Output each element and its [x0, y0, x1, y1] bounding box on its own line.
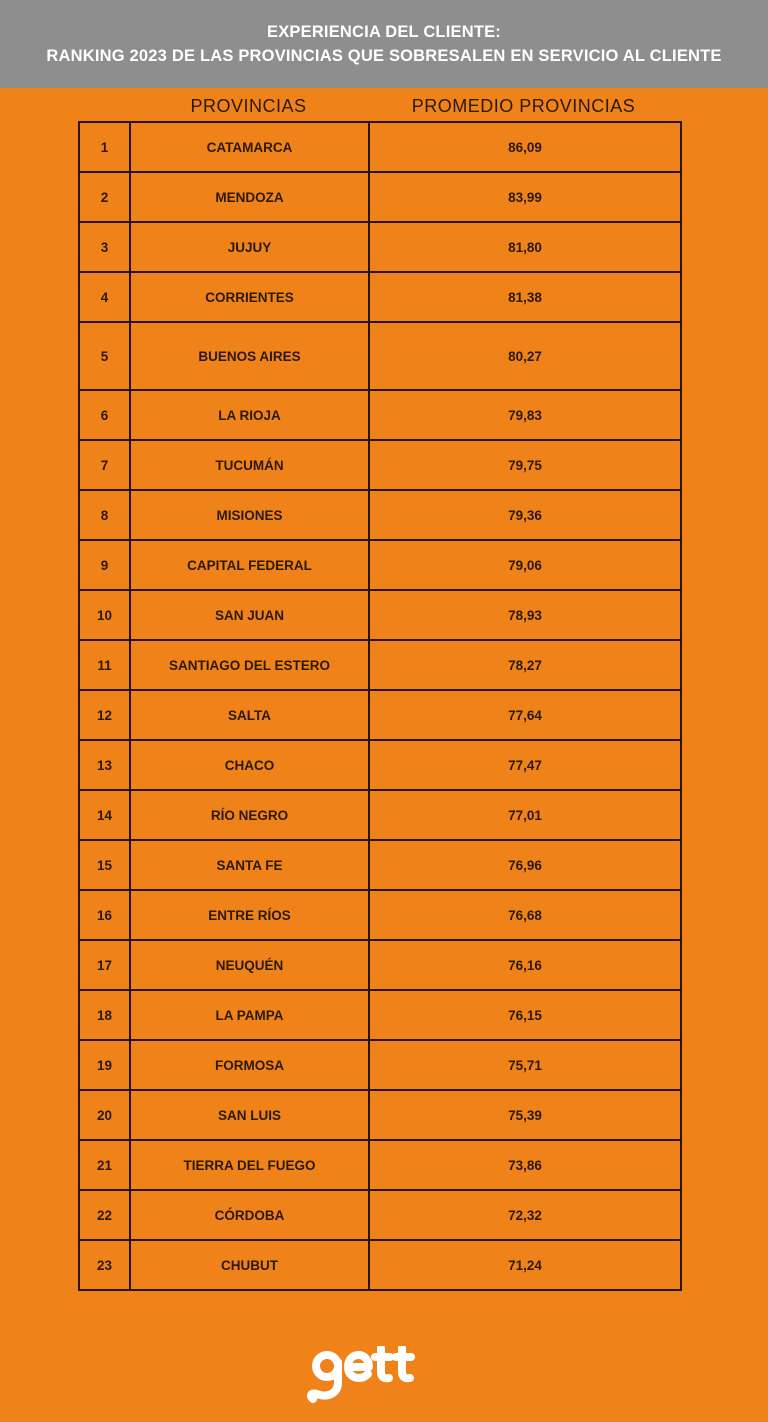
province-cell: CHACO — [130, 740, 369, 790]
table-row — [79, 440, 681, 490]
table-row — [79, 1140, 681, 1190]
score-cell: 76,16 — [369, 940, 681, 990]
province-cell: CAPITAL FEDERAL — [130, 540, 369, 590]
rank-cell: 16 — [79, 890, 130, 940]
header-subtitle: RANKING 2023 DE LAS PROVINCIAS QUE SOBRESALEN EN SERVICIO AL CLIENTE — [46, 47, 722, 65]
rank-cell: 17 — [79, 940, 130, 990]
province-cell: SANTIAGO DEL ESTERO — [130, 640, 369, 690]
province-cell: SANTA FE — [130, 840, 369, 890]
rank-cell: 4 — [79, 272, 130, 322]
score-cell: 76,96 — [369, 840, 681, 890]
score-cell: 80,27 — [369, 322, 681, 390]
score-cell: 78,27 — [369, 640, 681, 690]
rank-cell: 19 — [79, 1040, 130, 1090]
province-cell: CHUBUT — [130, 1240, 369, 1290]
rank-cell: 18 — [79, 990, 130, 1040]
table-row — [79, 490, 681, 540]
gett-logo — [305, 1346, 425, 1406]
rank-cell: 5 — [79, 322, 130, 390]
province-cell: SAN LUIS — [130, 1090, 369, 1140]
province-cell: CÓRDOBA — [130, 1190, 369, 1240]
score-cell: 79,36 — [369, 490, 681, 540]
province-cell: TIERRA DEL FUEGO — [130, 1140, 369, 1190]
province-cell: CATAMARCA — [130, 122, 369, 172]
table-row — [79, 590, 681, 640]
column-header-provincias: PROVINCIAS — [190, 96, 307, 116]
table-row — [79, 740, 681, 790]
province-cell: SALTA — [130, 690, 369, 740]
table-row — [79, 272, 681, 322]
rank-cell: 14 — [79, 790, 130, 840]
table-row — [79, 222, 681, 272]
rank-cell: 21 — [79, 1140, 130, 1190]
score-cell: 78,93 — [369, 590, 681, 640]
province-cell: NEUQUÉN — [130, 940, 369, 990]
rank-cell: 1 — [79, 122, 130, 172]
province-cell: CORRIENTES — [130, 272, 369, 322]
province-cell: ENTRE RÍOS — [130, 890, 369, 940]
table-row — [79, 540, 681, 590]
table-row — [79, 390, 681, 440]
province-cell: FORMOSA — [130, 1040, 369, 1090]
score-cell: 75,71 — [369, 1040, 681, 1090]
table-row — [79, 1090, 681, 1140]
table-row — [79, 690, 681, 740]
table-row — [79, 322, 681, 390]
table-row — [79, 122, 681, 172]
rank-cell: 2 — [79, 172, 130, 222]
rank-cell: 3 — [79, 222, 130, 272]
score-cell: 73,86 — [369, 1140, 681, 1190]
table-row — [79, 1190, 681, 1240]
ranking-table — [78, 121, 682, 1291]
ranking-table-body — [79, 122, 681, 1290]
table-row — [79, 940, 681, 990]
table-row — [79, 1040, 681, 1090]
rank-cell: 12 — [79, 690, 130, 740]
score-cell: 81,80 — [369, 222, 681, 272]
table-row — [79, 1240, 681, 1290]
score-cell: 77,64 — [369, 690, 681, 740]
score-cell: 72,32 — [369, 1190, 681, 1240]
rank-cell: 20 — [79, 1090, 130, 1140]
column-header-promedio: PROMEDIO PROVINCIAS — [411, 96, 636, 116]
header-title: EXPERIENCIA DEL CLIENTE: — [267, 23, 501, 41]
rank-cell: 13 — [79, 740, 130, 790]
page-header — [0, 0, 768, 88]
score-cell: 86,09 — [369, 122, 681, 172]
table-row — [79, 890, 681, 940]
table-row — [79, 172, 681, 222]
province-cell: LA RIOJA — [130, 390, 369, 440]
province-cell: LA PAMPA — [130, 990, 369, 1040]
province-cell: TUCUMÁN — [130, 440, 369, 490]
score-cell: 76,15 — [369, 990, 681, 1040]
province-cell: JUJUY — [130, 222, 369, 272]
rank-cell: 23 — [79, 1240, 130, 1290]
score-cell: 81,38 — [369, 272, 681, 322]
rank-cell: 6 — [79, 390, 130, 440]
province-cell: MENDOZA — [130, 172, 369, 222]
province-cell: BUENOS AIRES — [130, 322, 369, 390]
table-row — [79, 990, 681, 1040]
score-cell: 83,99 — [369, 172, 681, 222]
province-cell: MISIONES — [130, 490, 369, 540]
rank-cell: 7 — [79, 440, 130, 490]
score-cell: 71,24 — [369, 1240, 681, 1290]
score-cell: 75,39 — [369, 1090, 681, 1140]
province-cell: RÍO NEGRO — [130, 790, 369, 840]
rank-cell: 8 — [79, 490, 130, 540]
rank-cell: 10 — [79, 590, 130, 640]
score-cell: 79,06 — [369, 540, 681, 590]
rank-cell: 11 — [79, 640, 130, 690]
score-cell: 76,68 — [369, 890, 681, 940]
rank-cell: 9 — [79, 540, 130, 590]
rank-cell: 15 — [79, 840, 130, 890]
rank-cell: 22 — [79, 1190, 130, 1240]
score-cell: 77,01 — [369, 790, 681, 840]
table-row — [79, 790, 681, 840]
table-row — [79, 840, 681, 890]
score-cell: 79,83 — [369, 390, 681, 440]
table-row — [79, 640, 681, 690]
score-cell: 77,47 — [369, 740, 681, 790]
province-cell: SAN JUAN — [130, 590, 369, 640]
score-cell: 79,75 — [369, 440, 681, 490]
